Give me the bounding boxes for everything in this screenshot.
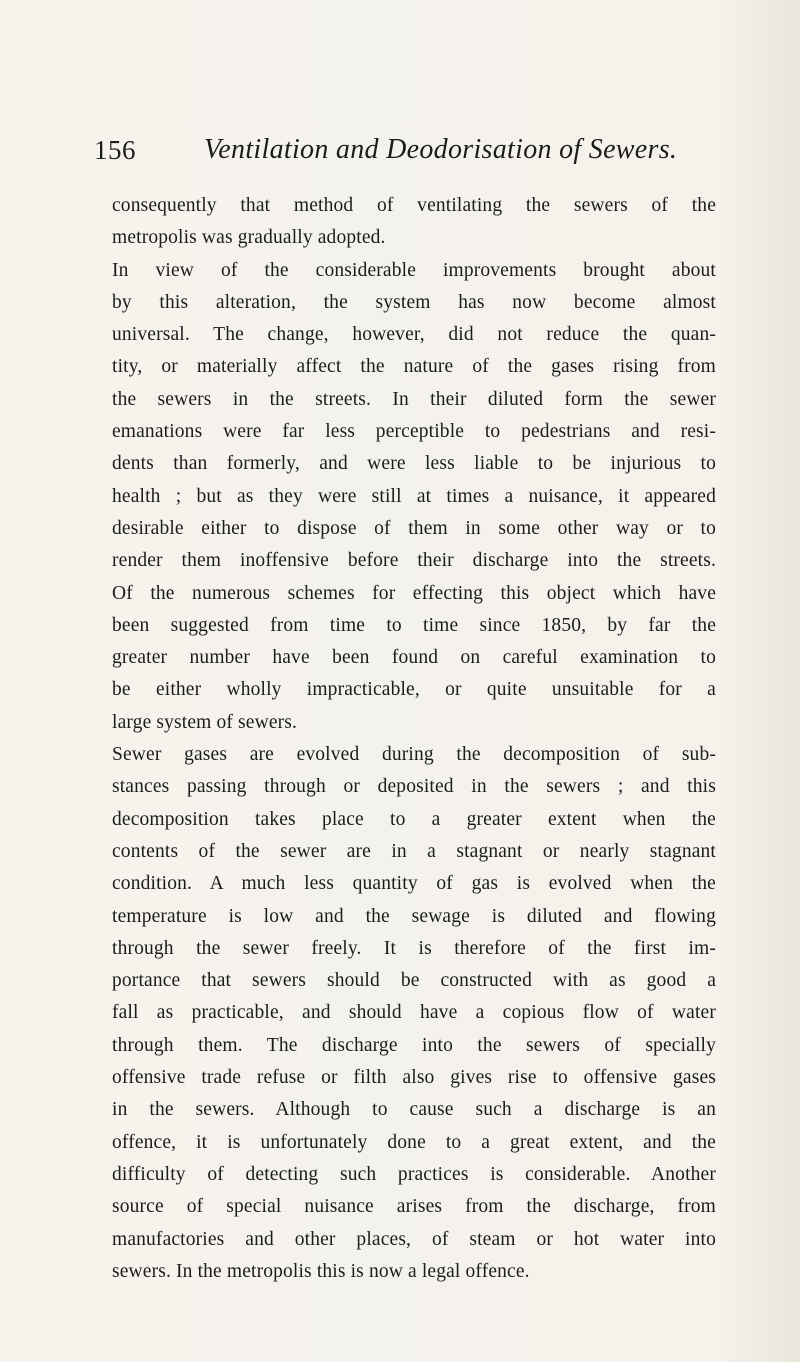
text-line: decomposition takes place to a greater extent when the (112, 808, 716, 830)
text-line: contents of the sewer are in a stagnant or nearly stagnant (112, 840, 716, 862)
text-line: Sewer gases are evolved during the decomposition of sub- (112, 744, 716, 766)
text-line: universal. The change, however, did not reduce the quan- (112, 324, 716, 346)
text-line: metropolis was gradually adopted. (112, 227, 386, 249)
text-line: In view of the considerable improvements brought about (112, 259, 716, 281)
running-title: Ventilation and Deodorisation of Sewers. (204, 134, 678, 165)
text-line: desirable either to dispose of them in some other way or to (112, 517, 716, 539)
text-line: in the sewers. Although to cause such a discharge is an (112, 1099, 716, 1121)
text-line: condition. A much less quantity of gas is evolved when the (112, 873, 716, 895)
text-line: been suggested from time to time since 1850, by far the (112, 614, 716, 636)
text-line: manufactories and other places, of steam or hot water into (112, 1228, 716, 1250)
text-line: render them inoffensive before their discharge into the streets. (112, 550, 716, 572)
page-number: 156 (94, 135, 136, 165)
text-line: be either wholly impracticable, or quite unsuitable for a (112, 679, 716, 701)
text-line: tity, or materially affect the nature of the gases rising from (112, 356, 716, 378)
text-line: sewers. In the metropolis this is now a legal offence. (112, 1260, 530, 1282)
text-line: portance that sewers should be constructed with as good a (112, 970, 716, 992)
text-line: health ; but as they were still at times a nuisance, it appeared (112, 485, 716, 507)
text-line: temperature is low and the sewage is diluted and flowing (112, 905, 716, 927)
text-line: emanations were far less perceptible to pedestrians and resi- (112, 421, 716, 443)
text-line: dents than formerly, and were less liable to be injurious to (112, 453, 716, 475)
body-text (112, 190, 716, 1288)
text-line: offensive trade refuse or filth also gives rise to offensive gases (112, 1067, 716, 1089)
text-line: the sewers in the streets. In their diluted form the sewer (112, 388, 716, 410)
text-line: greater number have been found on careful examination to (112, 647, 716, 669)
text-line: stances passing through or deposited in the sewers ; and this (112, 776, 716, 798)
text-line: consequently that method of ventilating the sewers of the (112, 195, 716, 216)
text-line: large system of sewers. (112, 711, 298, 733)
text-line: difficulty of detecting such practices is considerable. Another (112, 1163, 716, 1185)
text-line: fall as practicable, and should have a copious flow of water (112, 1002, 716, 1024)
text-line: by this alteration, the system has now become almost (112, 291, 716, 313)
text-line: through the sewer freely. It is therefore of the first im- (112, 937, 716, 959)
page-header (94, 130, 744, 170)
text-line: offence, it is unfortunately done to a great extent, and the (112, 1131, 716, 1153)
text-line: source of special nuisance arises from the discharge, from (112, 1196, 716, 1218)
text-line: through them. The discharge into the sewers of specially (112, 1034, 716, 1056)
text-line: Of the numerous schemes for effecting this object which have (112, 582, 716, 604)
